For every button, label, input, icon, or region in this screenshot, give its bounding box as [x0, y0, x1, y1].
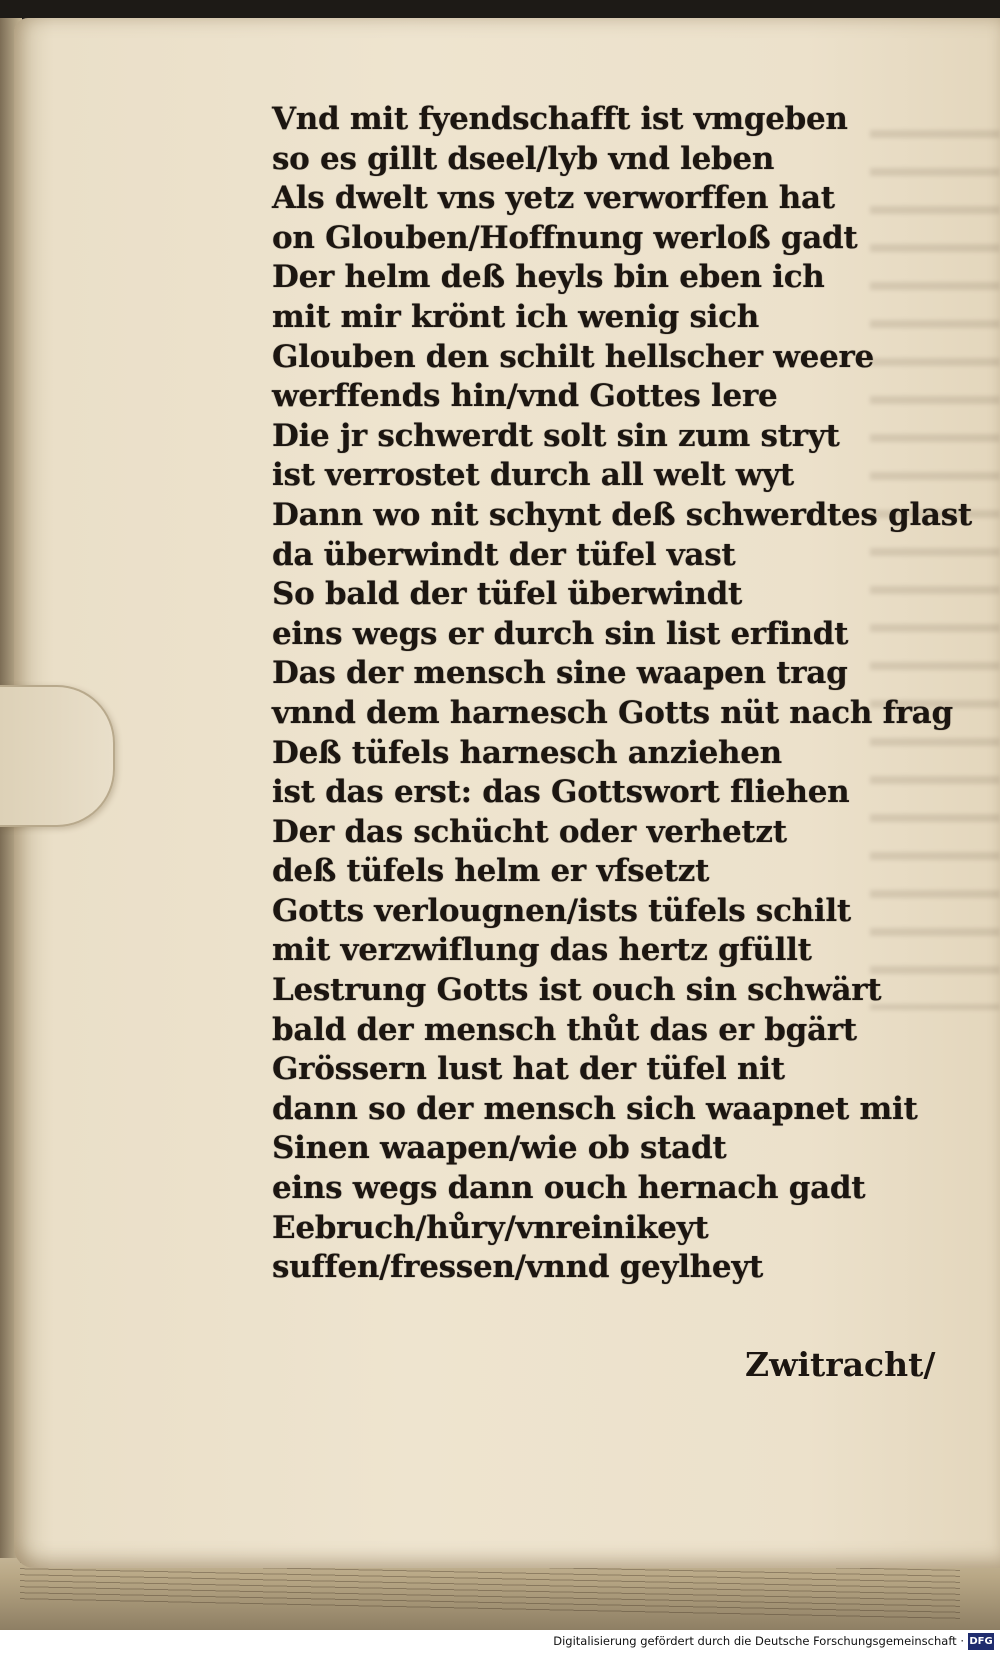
verse-line: werffends hin/vnd Gottes lere [272, 378, 778, 415]
verse-line: mit verzwiflung das hertz gfüllt [272, 932, 812, 969]
verse-line: vnnd dem harnesch Gotts nüt nach frag [272, 694, 953, 731]
verse-line: deß tüfels helm er vfsetzt [272, 853, 710, 890]
verse-line: Gotts verlougnen/ists tüfels schilt [272, 892, 851, 929]
verse-line: Dann wo nit schynt deß schwerdtes glast [272, 496, 972, 533]
verse-line: Sinen waapen/wie ob stadt [272, 1130, 727, 1167]
dfg-logo: DFG [968, 1633, 994, 1650]
verse-line: mit mir krönt ich wenig sich [272, 298, 759, 335]
verse-text-block [272, 100, 972, 1288]
verse-line: suffen/fressen/vnnd geylheyt [272, 1249, 764, 1286]
verse-line: Der helm deß heyls bin eben ich [272, 259, 825, 296]
verse-line: Grössern lust hat der tüfel nit [272, 1051, 785, 1088]
verse-line: bald der mensch thůt das er bgärt [272, 1011, 857, 1048]
verse-line: Eebruch/hůry/vnreinikeyt [272, 1209, 709, 1246]
verse-line: Die jr schwerdt solt sin zum stryt [272, 417, 840, 454]
page-tab [0, 685, 115, 827]
verse-line: ist verrostet durch all welt wyt [272, 457, 794, 494]
verse-line: Glouben den schilt hellscher weere [272, 338, 874, 375]
verse-line: Der das schücht oder verhetzt [272, 813, 787, 850]
verse-line: eins wegs er durch sin list erfindt [272, 615, 849, 652]
catchword: Zwitracht/ [745, 1345, 936, 1384]
verse-line: on Glouben/Hoffnung werloß gadt [272, 219, 858, 256]
verse-line: So bald der tüfel überwindt [272, 576, 743, 613]
verse-line: so es gillt dseel/lyb vnd leben [272, 140, 775, 177]
verse-line: Deß tüfels harnesch anziehen [272, 734, 782, 771]
verse-line: eins wegs dann ouch hernach gadt [272, 1170, 866, 1207]
funding-credit: Digitalisierung gefördert durch die Deutsche Forschungsgemeinschaft · [553, 1634, 964, 1648]
verse-line: Lestrung Gotts ist ouch sin schwärt [272, 972, 882, 1009]
verse-line: dann so der mensch sich waapnet mit [272, 1090, 918, 1127]
digitization-footer [0, 1630, 1000, 1656]
verse-line: da überwindt der tüfel vast [272, 536, 736, 573]
verse-line: Als dwelt vns yetz verworffen hat [272, 180, 835, 217]
verse-line: Vnd mit fyendschafft ist vmgeben [272, 101, 848, 137]
verse-line: ist das erst: das Gottswort fliehen [272, 774, 850, 811]
verse-line: Das der mensch sine waapen trag [272, 655, 848, 692]
